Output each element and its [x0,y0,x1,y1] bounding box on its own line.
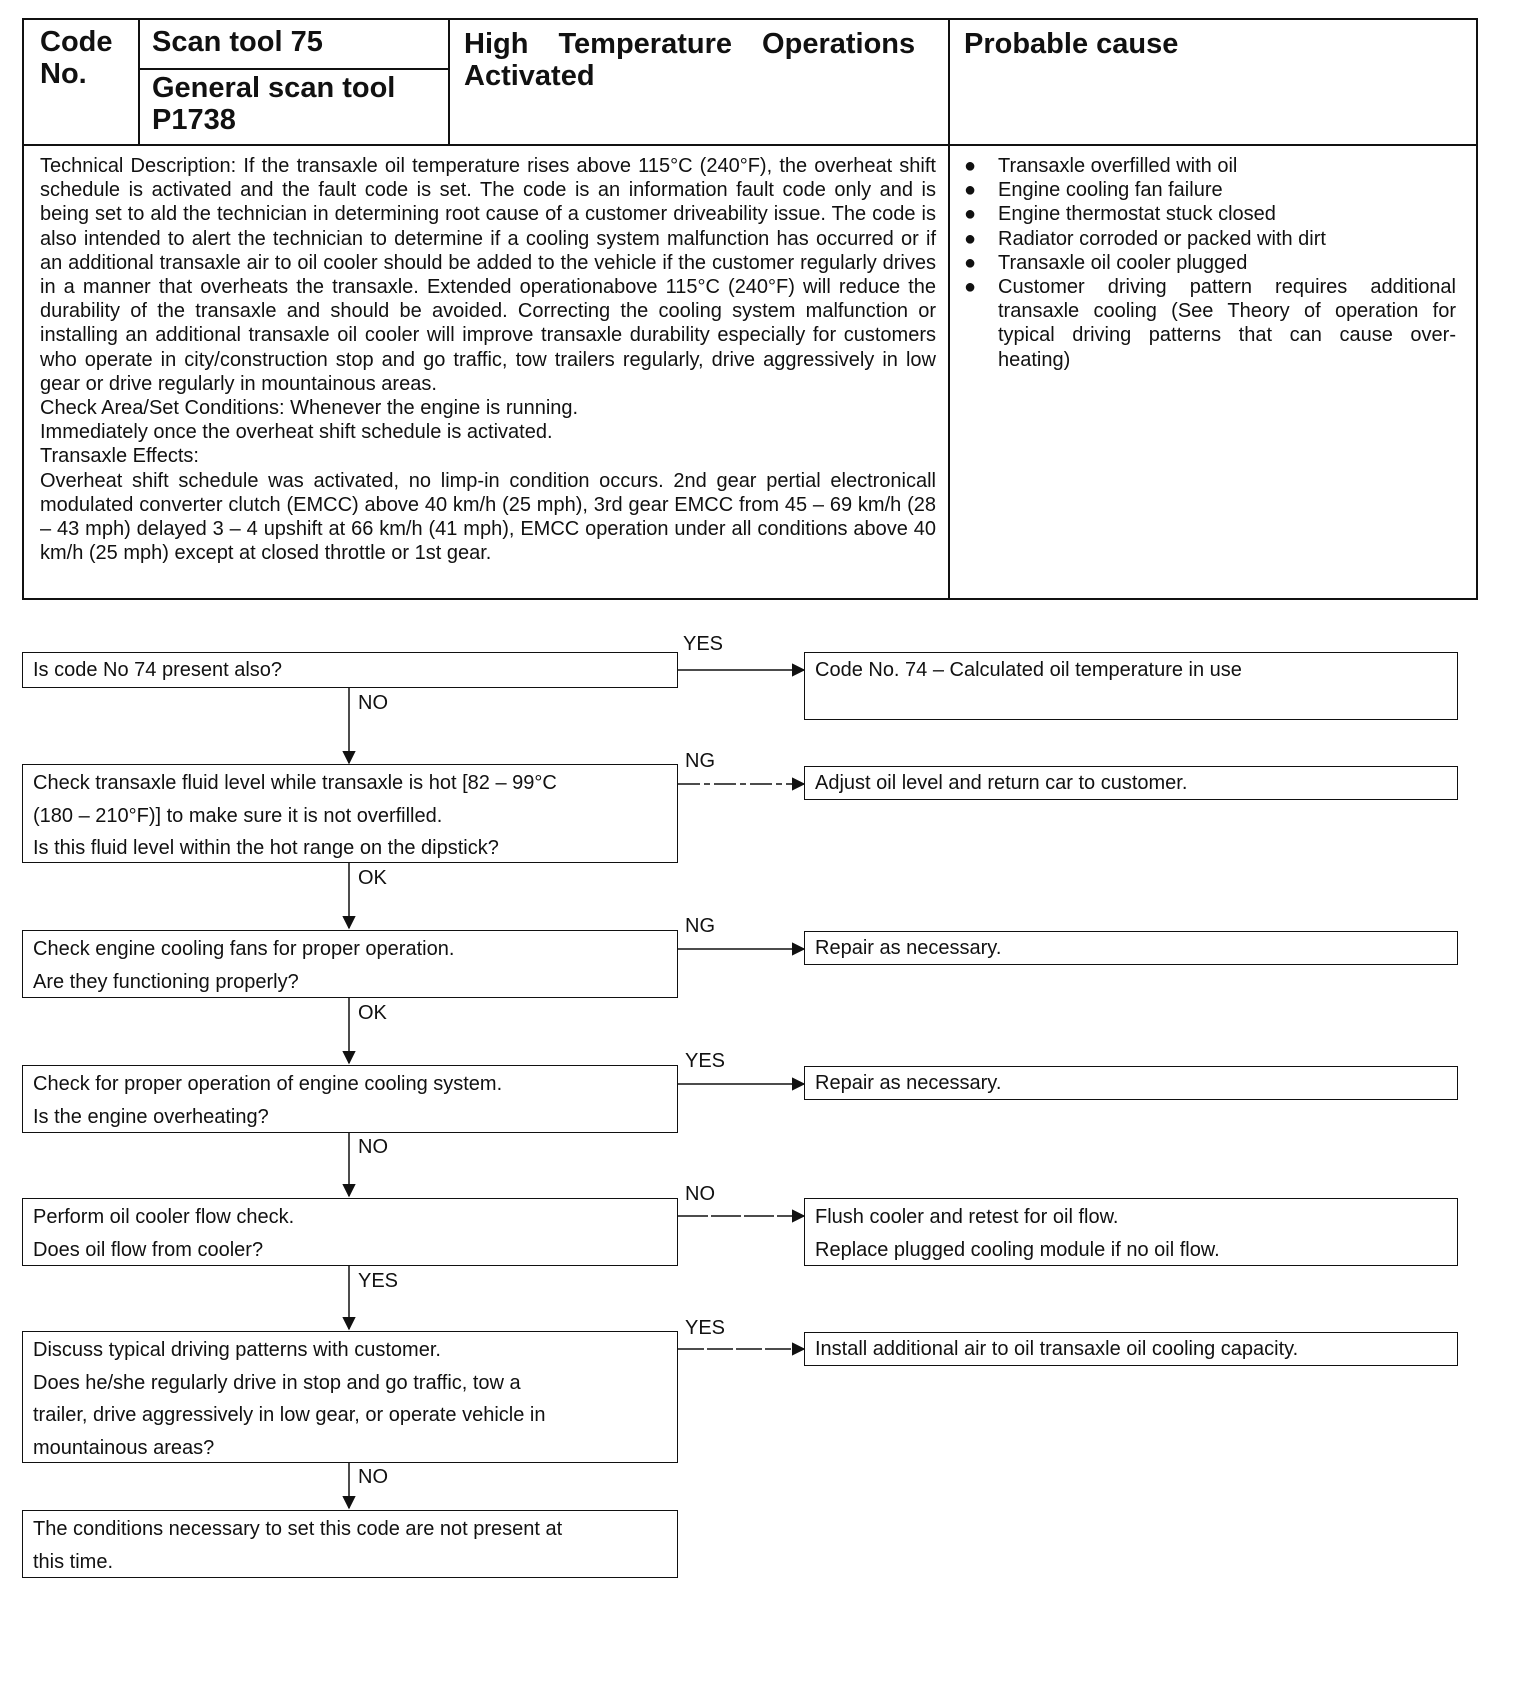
flow-result-code-74: Code No. 74 – Calculated oil temperature in use [804,652,1458,720]
page-title: High Temperature Operations Activated [464,28,916,92]
branch-label: NO [358,692,388,714]
flow-result-adjust-oil: Adjust oil level and return car to customer. [804,766,1458,800]
bullet-icon: ● [964,203,977,226]
list-item: ● Transaxle oil cooler plugged [964,251,1248,274]
branch-label: OK [358,1002,387,1024]
branch-label: YES [683,633,724,655]
flow-step-fluid-level: Check transaxle fluid level while transaxle is hot [82 – 99°C (180 – 210°F)] to make sure it is not overfilled. Is this fluid level within the hot range on the dipstick? [22,764,678,863]
flow-step-code-74-check: Is code No 74 present also? [22,652,678,688]
branch-label: NG [685,750,715,772]
probable-cause-title: Probable cause [964,28,1179,60]
flow-result-install-cooler: Install additional air to oil transaxle oil cooling capacity. [804,1332,1458,1366]
scan-tool-label: Scan tool 75 [152,26,323,58]
bullet-icon: ● [964,251,977,274]
bullet-icon: ● [964,227,977,250]
general-scan-tool-label: General scan tool P1738 [152,72,396,136]
branch-label: YES [685,1050,726,1072]
branch-label: NO [358,1136,388,1158]
list-item: ● Radiator corroded or packed with dirt [964,227,1326,250]
check-area-text: Check Area/Set Conditions: Whenever the engine is running. [40,397,579,420]
flow-step-driving-patterns: Discuss typical driving patterns with customer. Does he/she regularly drive in stop and go traffic, tow a trailer, drive aggressively in low gear, or operate vehicle in mountainous areas? [22,1331,678,1463]
bullet-icon: ● [964,155,977,177]
branch-label: YES [685,1317,726,1339]
bullet-icon: ● [964,179,977,202]
branch-label: OK [358,867,387,889]
transaxle-effects-text: Overheat shift schedule was activated, no limp-in condition occurs. 2nd gear pertial electronicall modulated converter clutch (EMCC) above 40 km/h (25 mph), 3rd gear EMCC from 45 – 69 km/h (28 – 43 mph) delayed 3 – 4 upshift at 66 km/h (41 mph), EMCC operation under all conditions above 40 km/h (25 mph) except at closed throttle or 1st gear. [40,469,936,565]
flow-result-flush-cooler: Flush cooler and retest for oil flow. Replace plugged cooling module if no oil flow. [804,1198,1458,1266]
flow-step-oil-cooler-flow: Perform oil cooler flow check. Does oil flow from cooler? [22,1198,678,1266]
flow-final-conditions: The conditions necessary to set this code are not present at this time. [22,1510,678,1578]
branch-label: NO [358,1466,388,1488]
branch-label: NO [685,1183,715,1205]
technical-description-text: Technical Description: If the transaxle oil temperature rises above 115°C (240°F), the overheat shift schedule is activated and the fault code is set. The code is an information fault code only and is being set to ald the technician in determining root cause of a customer driveability issue. The code is also intended to alert the technician to determine if a cooling system malfunction has occurred or if an additional transaxle air to oil cooler should be added to the vehicle if the customer regularly drives in a manner that overheats the transaxle. Extended operationabove 115°C (240°F) will reduce the durability of the transaxle and should be avoided. Correcting the cooling system malfunction or installing an additional transaxle oil cooler will improve transaxle durability especially for customers who operate in city/construction stop and go traffic, tow trailers regularly, drive aggressively in low gear or drive regularly in mountainous areas. [40,155,936,395]
branch-label: YES [358,1270,399,1292]
code-no-label-line: No. [40,58,87,90]
list-item: ● Transaxle overfilled with oil [964,155,1238,177]
flow-result-repair-cooling: Repair as necessary. [804,1066,1458,1100]
bullet-icon: ● [964,276,977,299]
branch-label: NG [685,915,715,937]
transaxle-effects-label: Transaxle Effects: [40,445,199,468]
flow-step-cooling-fans: Check engine cooling fans for proper operation. Are they functioning properly? [22,930,678,998]
flow-result-repair-fans: Repair as necessary. [804,931,1458,965]
flow-step-cooling-system: Check for proper operation of engine cooling system. Is the engine overheating? [22,1065,678,1133]
list-item: ● Customer driving pattern requires additional transaxle cooling (See Theory of operation for typical driving patterns that can cause over-heating) [964,276,1456,371]
set-conditions-text: Immediately once the overheat shift schedule is activated. [40,421,553,444]
list-item: ● Engine cooling fan failure [964,179,1223,202]
list-item: ● Engine thermostat stuck closed [964,203,1276,226]
code-no-label-line: Code [40,26,113,58]
